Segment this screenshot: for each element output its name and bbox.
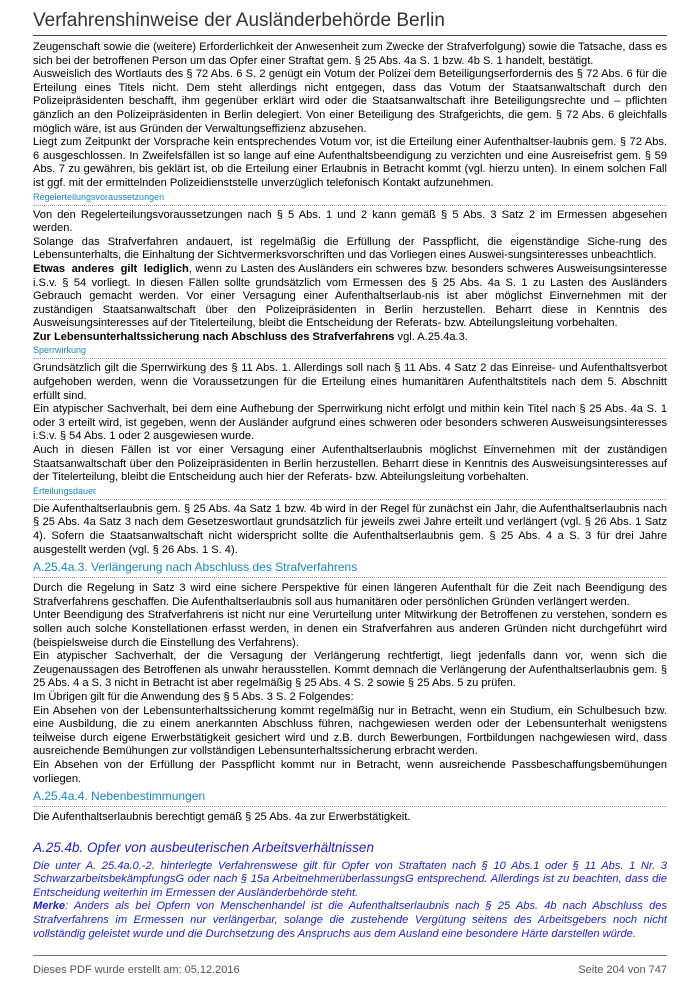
section-heading-a25-4b: A.25.4b. Opfer von ausbeuterischen Arbeitsverhältnissen: [33, 839, 374, 855]
a4b-body: [33, 860, 667, 942]
page-footer: [33, 955, 667, 977]
sperr-paragraph-1: Grundsätzlich gilt die Sperrwirkung des § 11 Abs. 1. Allerdings soll nach § 11 Abs. 4 Satz 2 das Einreise- und Aufenthaltsverbot aufgehoben werden, wenn die Voraussetzungen für die Erteilung eines humanitären Aufenthaltstitels nach dem 5. Abschnitt erfüllt sind.: [33, 362, 667, 402]
document-body: [33, 41, 667, 941]
subheading-sperrwirkung: Sperrwirkung: [33, 345, 667, 359]
a4-paragraph-1: Die Aufenthaltserlaubnis berechtigt gemäß § 25 Abs. 4a zur Erwerbstätigkeit.: [33, 811, 411, 824]
a3-paragraph-2: Unter Beendigung des Strafverfahrens ist nicht nur eine Verurteilung unter Mitwirkung der Betroffenen zu verstehen, sondern es sollen auch solche Konstellationen erfasst werden, in denen ein Strafverfahren aus anderen Gründen nicht durchgeführt wird (beispielsweise durch die Einstellung des Verfahrens).: [33, 609, 667, 649]
a3-paragraph-3: Ein atypischer Sachverhalt, der die Versagung der Verlängerung rechtfertigt, liegt jedenfalls dann vor, wenn sich die Zeugenaussagen des Betroffenen als unwahr herausstellen. Kommt demnach die Verlängerung der Aufenthaltserlaubnis gem. § 25 Abs. 4 a S. 3 nicht in Betracht ist aber regelmäßig § 25 Abs. 4 S. 2 sowie § 25 Abs. 5 zu prüfen.: [33, 650, 667, 690]
regel-paragraph-4-text: vgl. A.25.4a.3.: [394, 330, 468, 343]
subheading-regelerteilung: Regelerteilungsvoraussetzungen: [33, 192, 667, 206]
footer-page-number: Seite 204 von 747: [578, 964, 667, 976]
regel-paragraph-4: [33, 331, 667, 345]
page-title: Verfahrenshinweise der Ausländerbehörde Berlin: [33, 10, 445, 31]
footer-created-date: Dieses PDF wurde erstellt am: 05.12.2016: [33, 964, 240, 976]
a3-paragraph-1: Durch die Regelung in Satz 3 wird eine sichere Perspektive für einen längeren Aufenthalt für die Zeit nach Beendigung des Strafverfahrens geschaffen. Die Aufenthaltserlaubnis soll aus humanitären oder persönlichen Gründen verlängert werden.: [33, 582, 667, 608]
section-heading-a25-4a-4: A.25.4a.4. Nebenbestimmungen: [33, 789, 667, 807]
regel-paragraph-2: Solange das Strafverfahren andauert, ist regelmäßig die Erfüllung der Passpflicht, die eigenständige Siche-rung des Lebensunterhalts, die Einhaltung der Sichtvermerksvorschriften und das Vorliegen eines Auswei-sungsinteresses unbeachtlich.: [33, 235, 667, 262]
intro-paragraph-2: Ausweislich des Wortlauts des § 72 Abs. 6 S. 2 genügt ein Votum der Polizei dem Beteiligungserfordernis des § 72 Abs. 6 für die Erteilung eines Titels nicht. Dem steht allerdings nicht entgegen, dass das Votum der Staatsanwaltschaft durch den Polizeipräsidenten beschafft, ihm gegenüber erklärt wird oder die Staatsanwaltschaft ihre Beteiligungsrechte und – pflichten gänzlich an den Polizeipräsidenten in Berlin delegiert. Von einer Beteiligung des Strafgerichts, die gem. § 72 Abs. 6 gleichfalls möglich wäre, ist aus Gründen der Verwaltungseffizienz abzusehen.: [33, 68, 667, 135]
intro-paragraph-3: Liegt zum Zeitpunkt der Vorsprache kein entsprechendes Votum vor, ist die Erteilung einer Aufenthaltser-laubnis gem. § 72 Abs. 6 ausgeschlossen. In Zweifelsfällen ist so lange auf eine Aufenthaltsbeendigung zu verzichten und eine Ausreisefrist gem. § 59 Abs. 7 zu gewähren, bis geklärt ist, ob die Erteilung einer Erlaubnis in Betracht kommt (vgl. hierzu unten). In einem solchen Fall ist ggf. mit der ermittelnden Polizeidienststelle unverzüglich telefonisch Kontakt aufzunehmen.: [33, 136, 667, 189]
regel-paragraph-1: Von den Regelerteilungsvoraussetzungen nach § 5 Abs. 1 und 2 kann gemäß § 5 Abs. 3 Satz 2 im Ermessen abgesehen werden.: [33, 208, 667, 235]
regel-lebensunterhalt-emphasis: Zur Lebensunterhaltssicherung nach Abschluss des Strafverfahrens: [33, 330, 395, 343]
a3-paragraph-4: Im Übrigen gilt für die Anwendung des § 5 Abs. 3 S. 2 Folgendes:: [33, 690, 354, 703]
intro-paragraph-1: Zeugenschaft sowie die (weitere) Erforderlichkeit der Anwesenheit zum Zwecke der Strafverfolgung) sowie die Tatsache, dass es sich bei der betroffenen Person um das Opfer einer Straftat gem. § 25 Abs. 4a S. 1 bzw. 4b S. 1 handelt, bestätigt.: [33, 41, 667, 67]
regel-paragraph-3-text: , wenn zu Lasten des Ausländers ein schweres bzw. besonders schweres Ausweisungsinteresse i.S.v. § 54 vorliegt. In diesen Fällen sollte grundsätzlich vom Ermessen des § 25 Abs. 4a S. 1 zu Lasten des Ausländers Gebrauch gemacht werden. Vor einer Versagung einer Aufenthaltserlaub-nis ist aber möglichst Einvernehmen mit der zuständigen Staatsanwaltschaft über den Polizeipräsidenten in Berlin herzustellen. Beharrt diese in Kenntnis des Ausweisungsinteresses auf der Titelerteilung, bleibt die Entscheidung der Referats- bzw. Abteilungsleitung vorbehalten.: [33, 262, 667, 330]
sperr-paragraph-3: Auch in diesen Fällen ist vor einer Versagung einer Aufenthaltserlaubnis möglichst Einvernehmen mit der zuständigen Staatsanwaltschaft über den Polizeipräsidenten in Berlin herzustellen. Beharrt diese in Kenntnis des Ausweisungsinteresses auf der Titelerteilung, bleibt die Entscheidung auch hier der Referats- bzw. Abteilungsleitung vorbehalten.: [33, 444, 667, 484]
a3-paragraph-6: Ein Absehen von der Erfüllung der Passpflicht kommt nur in Betracht, wenn ausreichende Passbeschaffungsbemühungen vorliegen.: [33, 758, 667, 785]
a3-paragraph-5: Ein Absehen von der Lebensunterhaltssicherung kommt regelmäßig nur in Betracht, wenn ein Studium, ein Schulbesuch bzw. eine Ausbildung, die zu einem anerkannten Abschluss führen, nachgewiesen werden oder der Lebensunterhalt wenigstens teilweise durch eigene Erwerbstätigkeit gesichert wird und z.B. durch Bewerbungen, Fortbildungen nachgewiesen wird, dass ausreichende Bemühungen zur vollständigen Lebensunterhaltssicherung erbracht werden.: [33, 704, 667, 758]
regel-emphasis: Etwas anderes gilt lediglich: [33, 262, 189, 275]
regel-paragraph-3: [33, 263, 667, 331]
a4b-paragraph-2: [33, 900, 667, 941]
subheading-erteilungsdauer: Erteilungsdauer: [33, 486, 667, 500]
section-heading-a25-4a-3: A.25.4a.3. Verlängerung nach Abschluss des Strafverfahrens: [33, 560, 667, 578]
dauer-paragraph-1: Die Aufenthaltserlaubnis gem. § 25 Abs. 4a Satz 1 bzw. 4b wird in der Regel für zunächst ein Jahr, die Aufenthaltserlaubnis nach § 25 Abs. 4a Satz 3 nach dem Gesetzeswortlaut grundsätzlich für jeweils zwei Jahre erteilt und verlängert (vgl. § 26 Abs. 1 Satz 4). Sofern die Staatsanwaltschaft nicht widerspricht sollte die Aufenthaltserlaubnis gem. § 25 Abs. 4 a S. 3 für drei Jahre ausgestellt werden (vgl. § 26 Abs. 1 S. 4).: [33, 502, 667, 556]
a4b-paragraph-1: Die unter A. 25.4a.0.-2. hinterlegte Verfahrenswese gilt für Opfer von Straftaten nach § 10 Abs.1 oder § 11 Abs. 1 Nr. 3 SchwarzarbeitsbekämpfungsG oder nach § 15a ArbeitnehmerüberlassungsG entsprechend. Allerdings ist zu beachten, dass die Entscheidung weiterhin im Ermessen der Ausländerbehörde steht.: [33, 859, 667, 899]
title-divider: [33, 35, 667, 36]
sperr-paragraph-2: Ein atypischer Sachverhalt, bei dem eine Aufhebung der Sperrwirkung nicht erfolgt und mithin kein Titel nach § 25 Abs. 4a S. 1 oder 3 erteilt wird, ist gegeben, wenn der Ausländer aufgrund eines schweren oder besonders schweren Ausweisungsinteresses i.S.v. § 54 Abs. 1 oder 2 ausgewiesen wurde.: [33, 403, 667, 443]
merke-label: Merke: [33, 900, 66, 913]
a4b-paragraph-2-text: : Anders als bei Opfern von Menschenhandel ist die Aufenthaltserlaubnis nach § 25 Abs. 4b nach Abschluss des Strafverfahrens im Ermessen nur verlängerbar, solange die zustehende Vergütung seitens des Arbeitsgebers noch nicht vollständig geleistet wurde und die Durchsetzung des Anspruchs aus dem Ausland eine besondere Härte darstellen würde.: [33, 900, 667, 940]
